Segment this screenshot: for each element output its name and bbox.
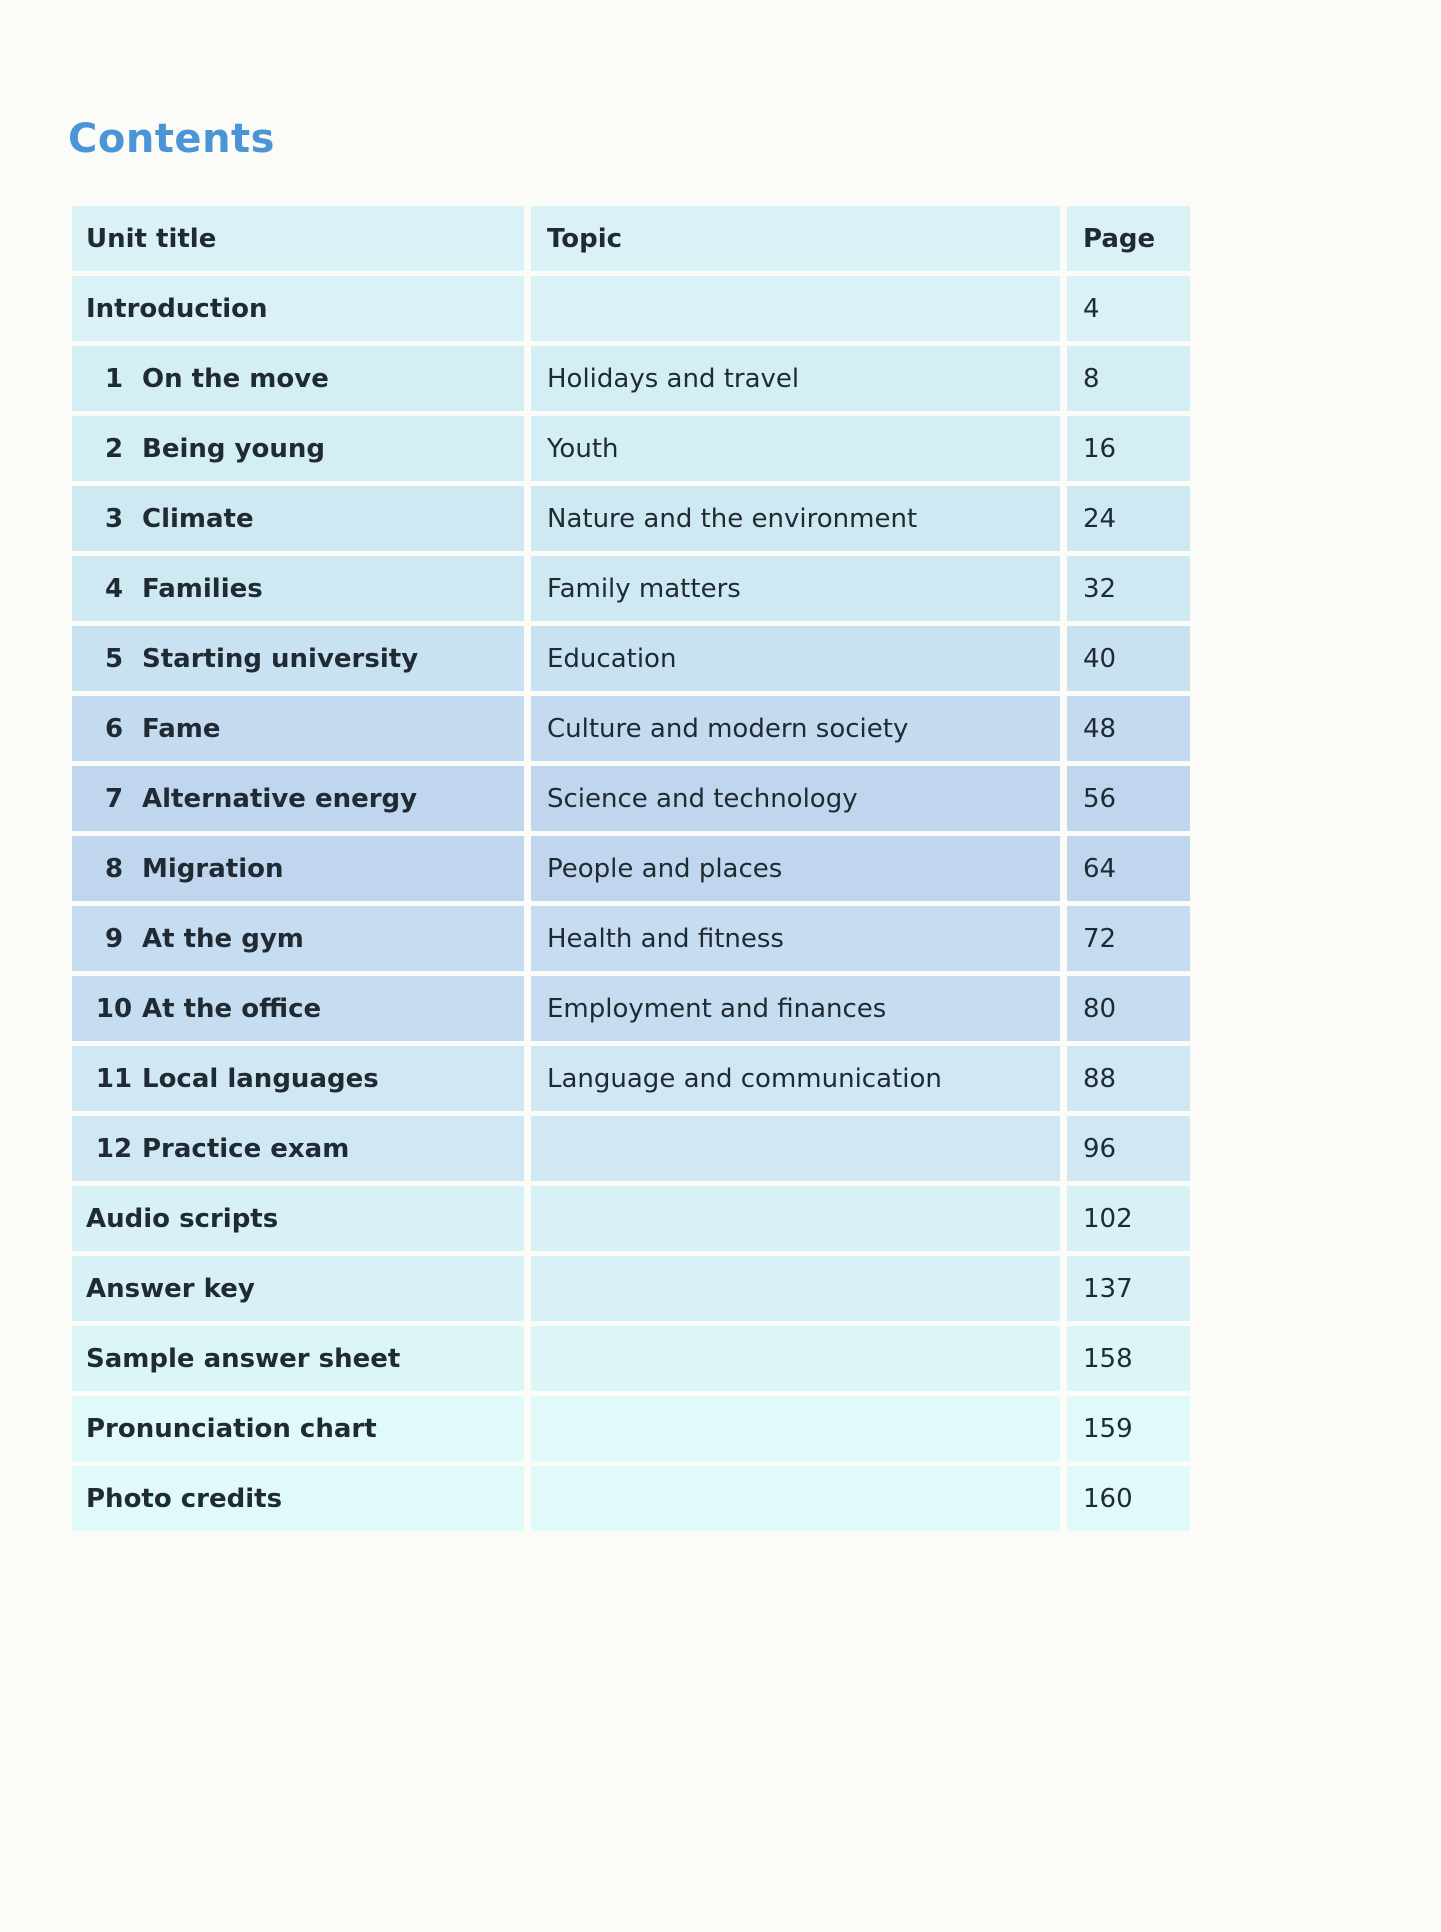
page-number: 88 — [1067, 1046, 1190, 1111]
table-row — [72, 1116, 1190, 1181]
unit-title: Answer key — [86, 1273, 255, 1304]
unit-title-cell — [72, 976, 524, 1041]
topic-cell — [531, 1256, 1060, 1321]
unit-title: Sample answer sheet — [86, 1343, 401, 1374]
topic-cell: Language and communication — [531, 1046, 1060, 1111]
unit-number: 12 — [95, 1133, 133, 1164]
unit-title: Starting university — [142, 643, 419, 674]
unit-title-cell — [72, 1466, 524, 1531]
page-number: 48 — [1067, 696, 1190, 761]
unit-title: Local languages — [142, 1063, 379, 1094]
unit-title-cell — [72, 1396, 524, 1461]
unit-title-cell — [72, 1326, 524, 1391]
topic-cell: Youth — [531, 416, 1060, 481]
page-number: 158 — [1067, 1326, 1190, 1391]
topic-cell: Nature and the environment — [531, 486, 1060, 551]
page-number: 8 — [1067, 346, 1190, 411]
page-number: 160 — [1067, 1466, 1190, 1531]
page-number: 80 — [1067, 976, 1190, 1041]
unit-title-cell — [72, 696, 524, 761]
table-row — [72, 346, 1190, 411]
unit-number: 5 — [104, 643, 124, 674]
page-number: 56 — [1067, 766, 1190, 831]
unit-title: Audio scripts — [86, 1203, 279, 1234]
topic-cell — [531, 276, 1060, 341]
table-row — [72, 276, 1190, 341]
unit-title: At the gym — [142, 923, 304, 954]
page-number: 137 — [1067, 1256, 1190, 1321]
unit-title-cell — [72, 416, 524, 481]
unit-number: 1 — [104, 363, 124, 394]
unit-title-cell — [72, 1256, 524, 1321]
page-title: Contents — [68, 116, 275, 162]
unit-number: 3 — [104, 503, 124, 534]
contents-table — [72, 206, 1190, 1536]
topic-cell: People and places — [531, 836, 1060, 901]
unit-number: 6 — [104, 713, 124, 744]
unit-title: Pronunciation chart — [86, 1413, 377, 1444]
unit-title-cell — [72, 276, 524, 341]
unit-title: Alternative energy — [142, 783, 418, 814]
page-number: 102 — [1067, 1186, 1190, 1251]
topic-cell: Family matters — [531, 556, 1060, 621]
table-row — [72, 696, 1190, 761]
table-row — [72, 1326, 1190, 1391]
header-topic: Topic — [531, 206, 1060, 271]
unit-title: On the move — [142, 363, 329, 394]
table-row — [72, 1466, 1190, 1531]
unit-title-cell — [72, 1116, 524, 1181]
unit-number: 8 — [104, 853, 124, 884]
table-row — [72, 1046, 1190, 1111]
unit-title: Climate — [142, 503, 254, 534]
header-page: Page — [1067, 206, 1190, 271]
unit-title-cell — [72, 766, 524, 831]
unit-number: 2 — [104, 433, 124, 464]
unit-title: Being young — [142, 433, 325, 464]
unit-title: Introduction — [86, 293, 268, 324]
unit-number: 11 — [95, 1063, 133, 1094]
topic-cell: Employment and finances — [531, 976, 1060, 1041]
unit-number: 7 — [104, 783, 124, 814]
unit-title: Fame — [142, 713, 221, 744]
unit-title-cell — [72, 556, 524, 621]
topic-cell: Education — [531, 626, 1060, 691]
table-row — [72, 486, 1190, 551]
page-number: 32 — [1067, 556, 1190, 621]
unit-title: Families — [142, 573, 263, 604]
page-number: 159 — [1067, 1396, 1190, 1461]
topic-cell — [531, 1326, 1060, 1391]
unit-title-cell — [72, 1186, 524, 1251]
table-row — [72, 1186, 1190, 1251]
page-number: 64 — [1067, 836, 1190, 901]
unit-number: 10 — [95, 993, 133, 1024]
page-number: 96 — [1067, 1116, 1190, 1181]
topic-cell: Science and technology — [531, 766, 1060, 831]
page-number: 16 — [1067, 416, 1190, 481]
topic-cell — [531, 1116, 1060, 1181]
unit-title: Migration — [142, 853, 284, 884]
unit-title: At the office — [142, 993, 322, 1024]
table-row — [72, 416, 1190, 481]
topic-cell: Holidays and travel — [531, 346, 1060, 411]
page-number: 72 — [1067, 906, 1190, 971]
header-unit-title: Unit title — [72, 206, 524, 271]
topic-cell: Health and fitness — [531, 906, 1060, 971]
table-row — [72, 976, 1190, 1041]
page-number: 4 — [1067, 276, 1190, 341]
unit-title: Practice exam — [142, 1133, 350, 1164]
table-header-row — [72, 206, 1190, 271]
unit-title-cell — [72, 906, 524, 971]
topic-cell — [531, 1466, 1060, 1531]
table-body — [72, 276, 1190, 1536]
topic-cell — [531, 1186, 1060, 1251]
table-row — [72, 1256, 1190, 1321]
table-row — [72, 1396, 1190, 1461]
topic-cell — [531, 1396, 1060, 1461]
unit-number: 9 — [104, 923, 124, 954]
unit-number: 4 — [104, 573, 124, 604]
table-row — [72, 836, 1190, 901]
unit-title-cell — [72, 1046, 524, 1111]
table-row — [72, 766, 1190, 831]
page-number: 24 — [1067, 486, 1190, 551]
unit-title-cell — [72, 346, 524, 411]
table-row — [72, 626, 1190, 691]
unit-title-cell — [72, 626, 524, 691]
page-number: 40 — [1067, 626, 1190, 691]
unit-title-cell — [72, 836, 524, 901]
table-row — [72, 906, 1190, 971]
table-row — [72, 556, 1190, 621]
unit-title-cell — [72, 486, 524, 551]
unit-title: Photo credits — [86, 1483, 283, 1514]
topic-cell: Culture and modern society — [531, 696, 1060, 761]
